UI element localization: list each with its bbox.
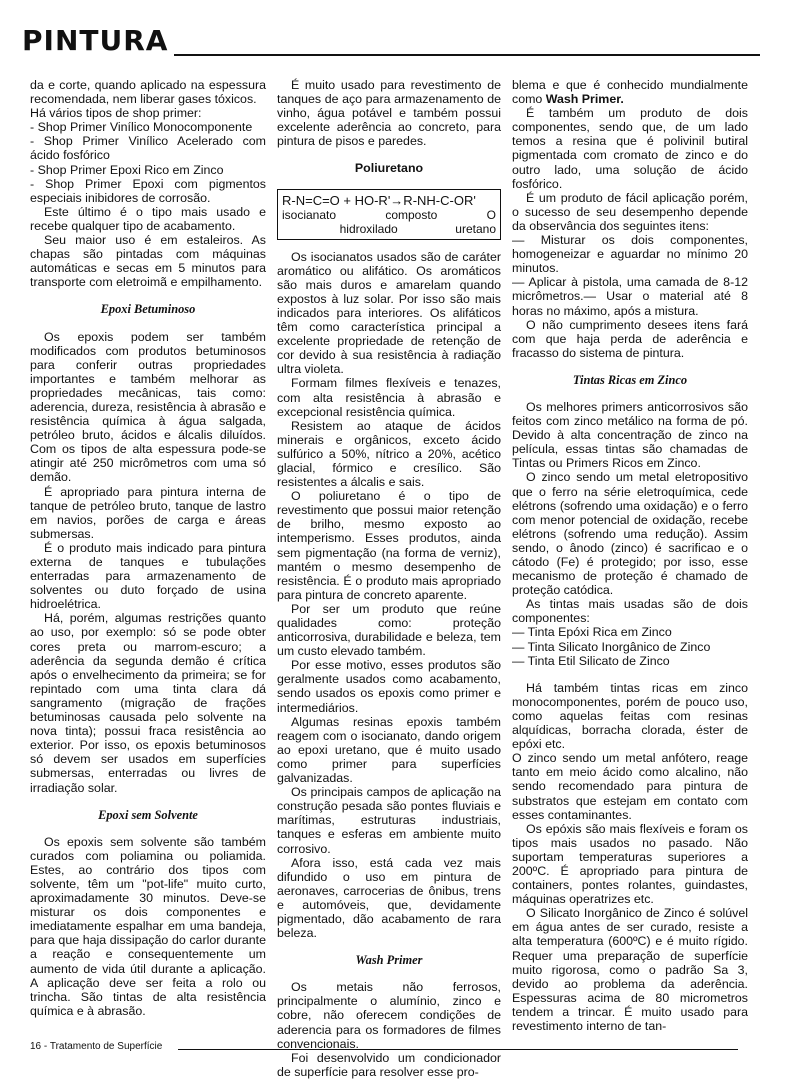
paragraph: É o produto mais indicado para pintura externa de tanques e tubulações enterradas para armazenamento de solventes ou duto forçado de usina hidroelétrica. xyxy=(30,540,266,612)
paragraph: Há também tintas ricas em zinco monocomponentes, porém de pouco uso, como aquelas feitas com resinas alquídicas, borracha clorada, éster de epóxi etc. xyxy=(512,680,748,752)
emphasis: Wash Primer. xyxy=(545,92,624,107)
paragraph: Os epoxis podem ser também modificados com produtos betuminosos para conferir outras propriedades importantes e também melhorar as propriedades mecânicas, tais como: aderencia, dureza, resistência à abrasão e resistência química à água salgada, petróleo bruto, ácidos e álcalis diluídos. Com os tipos de alta espessura pode-se atingir até 250 micrômetros com uma só demão. xyxy=(30,329,266,485)
paragraph: O Silicato Inorgânico de Zinco é solúvel em água antes de ser curado, resiste a alta temperatura (600ºC) e é muito rígido. Requer uma preparação de superfície muito rigorosa, como o padrão Sa 3, devido ao problema da aderência. Espessuras acima de 80 micrometros tendem a trincar. É muito usado para revestimento interno de tan- xyxy=(512,906,748,1033)
section-title: PINTURA xyxy=(22,24,169,57)
list-item: - Shop Primer Epoxi Rico em Zinco xyxy=(30,162,224,177)
paragraph: da e corte, quando aplicado na espessura recomendada, nem liberar gases tóxicos. xyxy=(30,78,266,107)
paragraph: Há, porém, algumas restrições quanto ao uso, por exemplo: só se pode obter cores preta ou marrom-escuro; a aderência da segunda demão é crítica após o envelhecimento da primeira; se for repintado com uma tinta clara dá sangramento (migração de frações betuminosas causada pelo solvente na nova tinta); possui fraca resistência ao exterior. Por isso, os epoxis betuminosos só devem ser usados em superfícies submersas, enterradas ou livres de irradiação solar. xyxy=(30,611,266,795)
paragraph: Por esse motivo, esses produtos são geralmente usados como acabamento, sendo usados os epoxis como primer e intermediários. xyxy=(277,658,501,715)
paragraph: O poliuretano é o tipo de revestimento que possui maior retenção de brilho, mesmo exposto ao intemperismo. Esses produtos, ainda sem pigmentação (na forma de verniz), mantém o mesmo desempenho de resistência. É o produto mais apropriado para pintura de concreto aparente. xyxy=(277,489,501,602)
footer-rule xyxy=(178,1049,738,1050)
formula-label: hidroxilado xyxy=(339,221,398,236)
column-1 xyxy=(30,78,266,1018)
list-item: — Tinta Etil Silicato de Zinco xyxy=(512,653,670,668)
paragraph: É apropriado para pintura interna de tanque de petróleo bruto, tanque de lastro em navios, porões de carga e áreas submersas. xyxy=(30,484,266,541)
subheading: Epoxi sem Solvente xyxy=(98,807,198,822)
subheading: Tintas Ricas em Zinco xyxy=(572,372,688,387)
paragraph: Seu maior uso é em estaleiros. As chapas são pintadas com máquinas automáticas e secas em 5 minutos para transporte com eletroimã e empilhamento. xyxy=(30,233,266,290)
column-3 xyxy=(512,78,748,1033)
formula-label: composto xyxy=(385,207,438,222)
page-header xyxy=(22,24,760,64)
formula-equation: R-N=C=O + HO-R'→R-NH-C-OR' xyxy=(282,192,476,208)
paragraph: Por ser um produto que reúne qualidades como: proteção anticorrosiva, durabilidade e beleza, tem um custo elevado também. xyxy=(277,601,501,659)
page-footer xyxy=(30,1041,738,1057)
paragraph: Os epóxis são mais flexíveis e foram os tipos mais usados no pasado. Não suportam temperaturas superiores a 200ºC. É apropriado para pintura de containers, pontes rolantes, guindastes, máquinas operatrizes etc. xyxy=(512,821,748,907)
list-item: — Tinta Silicato Inorgânico de Zinco xyxy=(512,639,711,654)
paragraph: Os metais não ferrosos, principalmente o alumínio, zinco e cobre, não oferecem condições de aderencia para os formadores de filmes convencionais. xyxy=(277,980,501,1051)
paragraph: Formam filmes flexíveis e tenazes, com alta resistência à abrasão e excepcional resistência química. xyxy=(277,376,501,419)
paragraph: É um produto de fácil aplicação porém, o sucesso de seu desempenho depende da observância dos seguintes itens: xyxy=(512,190,748,233)
paragraph: Há vários tipos de shop primer: xyxy=(30,106,202,121)
subheading: Poliuretano xyxy=(354,161,424,176)
column-2 xyxy=(277,78,501,1079)
subheading: Wash Primer xyxy=(355,953,423,968)
paragraph: O zinco sendo um metal eletropositivo que o ferro na série eletroquímica, cede elétrons (sofrendo uma oxidação) e o ferro com menor potencial de oxidação, recebe elétrons (sofrendo uma redução). Assim sendo, o ânodo (zinco) é sacrificao e o cátodo (Fe) é protegido; por isso, esse mecanismo de proteção é chamado de proteção catódica. xyxy=(512,470,748,598)
paragraph: Afora isso, está cada vez mais difundido o uso em pintura de aeronaves, carrocerias de ônibus, trens e automóveis, que, devidamente pigmentado, dão acabamento de rara beleza. xyxy=(277,855,501,941)
list-item: - Shop Primer Vinílico Acelerado com ácido fosfórico xyxy=(30,134,266,163)
footer-text: 16 - Tratamento de Superfície xyxy=(30,1041,163,1052)
paragraph: É muito usado para revestimento de tanques de aço para armazenamento de vinho, água potável e também possui excelente aderência ao concreto, para pintura de pisos e paredes. xyxy=(277,78,501,149)
chemical-formula-box xyxy=(277,189,501,240)
list-item: - Shop Primer Epoxi com pigmentos especiais inibidores de corrosão. xyxy=(30,176,266,205)
paragraph xyxy=(512,78,748,106)
paragraph: Resistem ao ataque de ácidos minerais e orgânicos, exceto ácido sulfúrico a 50%, nítrico a 20%, acético glacial, fórmico e cresílico. São resistentes a álcalis e sais. xyxy=(277,418,501,490)
list-item: — Misturar os dois componentes, homogeneizar e aguardar no mínimo 20 minutos. xyxy=(512,233,748,276)
paragraph: Algumas resinas epoxis também reagem com o isocianato, dando origem ao epoxi uretano, que é muito usado como primer para superfícies galvanizadas. xyxy=(277,714,501,786)
paragraph: As tintas mais usadas são de dois componentes: xyxy=(512,597,748,626)
paragraph: Os isocianatos usados são de caráter aromático ou alifático. Os aromáticos são mais duros e amarelam quando expostos à luz solar. Por isso são mais indicados para interiores. Os alifáticos têm como característica principal a excelente propriedade de retenção de cor devido à sua resistência à radiação ultra violeta. xyxy=(277,249,501,377)
paragraph: Foi desenvolvido um condicionador de superfície para resolver esse pro- xyxy=(277,1050,501,1079)
paragraph: Os epoxis sem solvente são também curados com poliamina ou poliamida. Estes, ao contrário dos tipos com solvente, têm um "pot-life" muito curto, aproximadamente 30 minutos. Deve-se misturar os dois componentes e imediatamente espalhar em uma bandeja, para que haja dissipação do carlor durante a reação e consequentemente um aumento de vida útil durante a aplicação. A aplicação deve ser feita a rolo ou trincha. São tintas de alta resistência química e à abrasão. xyxy=(30,834,266,1018)
list-item: - Shop Primer Vinílico Monocomponente xyxy=(30,120,253,135)
list-item: — Aplicar à pistola, uma camada de 8-12 micrômetros.— Usar o material até 8 horas no máximo, após a mistura. xyxy=(512,275,748,318)
paragraph: É também um produto de dois componentes, sendo que, de um lado temos a resina que é polivinil butiral pigmentada com cromato de zinco e do outro lado, uma solução de ácido fosfórico. xyxy=(512,106,748,191)
paragraph: O não cumprimento desees itens fará com que haja perda de aderência e fracasso do sistema de pintura. xyxy=(512,317,748,360)
paragraph: Os melhores primers anticorrosivos são feitos com zinco metálico na forma de pó. Devido à alta concentração de zinco na película, essas tintas são chamadas de Tintas ou Primers Ricos em Zinco. xyxy=(512,399,748,471)
paragraph: Os principais campos de aplicação na construção pesada são pontes fluviais e marítimas, estruturas industriais, tanques e esferas em ambiente muito corrosivo. xyxy=(277,785,501,856)
formula-oxygen: O xyxy=(486,207,496,222)
paragraph: Este último é o tipo mais usado e recebe qualquer tipo de acabamento. xyxy=(30,204,266,233)
subheading: Epoxi Betuminoso xyxy=(100,302,196,317)
formula-label: isocianato xyxy=(282,207,337,222)
text-run: blema e que é conhecido mundialmente como xyxy=(512,78,748,107)
header-rule xyxy=(174,54,760,56)
list-item: — Tinta Epóxi Rica em Zinco xyxy=(512,625,672,640)
paragraph: O zinco sendo um metal anfótero, reage tanto em meio ácido como alcalino, não sendo recomendado para pintura de substratos que estejam em contato com esses contaminantes. xyxy=(512,751,748,822)
formula-label: uretano xyxy=(455,221,496,236)
